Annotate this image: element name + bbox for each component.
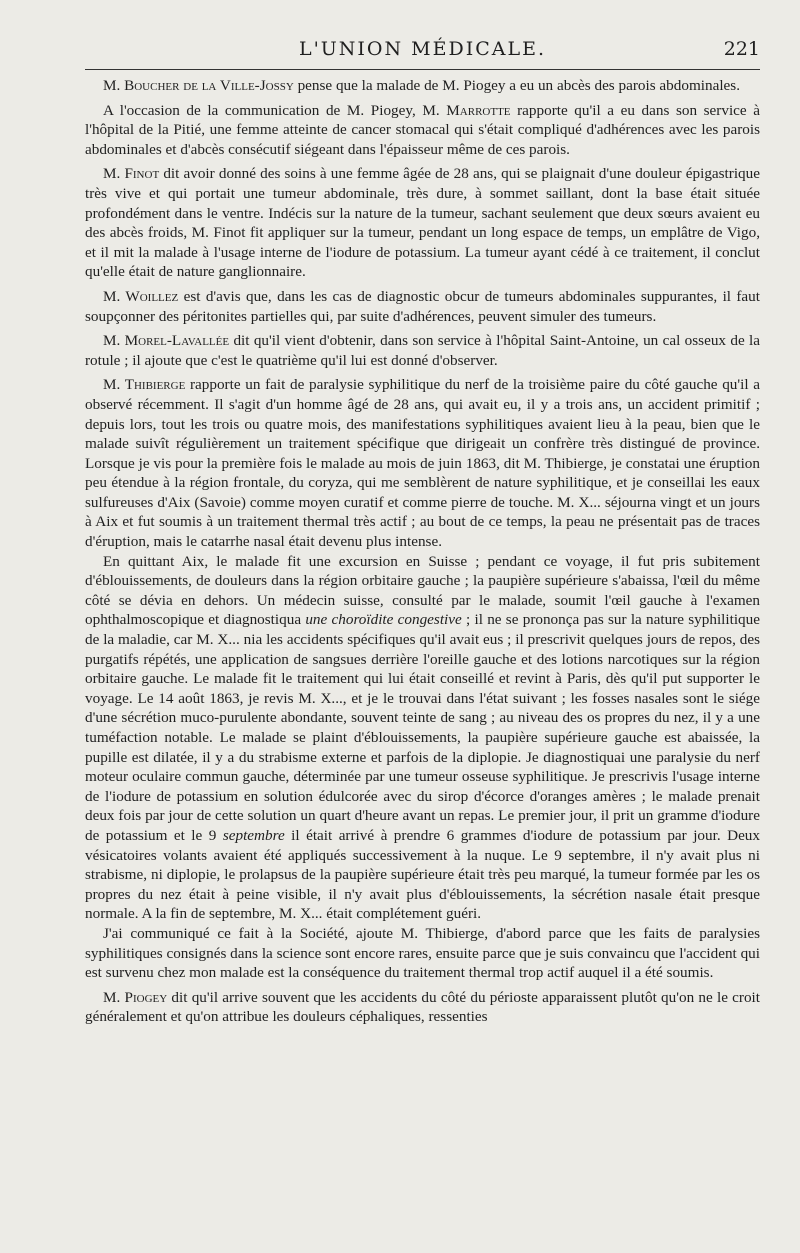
speaker-name: M. Piogey — [103, 988, 168, 1006]
speaker-name: M. Woillez — [103, 287, 179, 305]
paragraph-finot — [85, 164, 760, 282]
speaker-name: M. Thibierge — [103, 376, 186, 394]
paragraph-boucher — [85, 76, 760, 96]
speaker-name: M. Finot — [103, 165, 160, 183]
paragraph-aix — [85, 552, 760, 924]
paragraph-marrotte — [85, 101, 760, 160]
paragraph-text: il était arrivé à prendre 6 grammes d'iodure de potassium par jour. Deux vésicatoires volants avaient été appliqués successivement à la nuque. Le 9 septembre, il n'y avait plus ni strabisme, ni diplopie, le prolapsus de la paupière supérieure était très peu marqué, la tumeur formée par les os propres du nez était à peine visible, il n'y avait plus d'éblouissements, la sécrétion nasale était presque normale. A la fin de septembre, M. X... était complétement guéri. — [85, 826, 760, 923]
paragraph-text: J'ai communiqué ce fait à la Société, ajoute M. Thibierge, d'abord parce que les faits de paralysies syphilitiques consignés dans la science sont encore rares, ensuite parce que je suis convaincu que l'accident qui est survenu chez mon malade est la conséquence du traitement thermal trop actif auquel il a été soumis. — [85, 924, 760, 982]
paragraph-thibierge — [85, 375, 760, 551]
speaker-name: M. Morel-Lavallée — [103, 332, 230, 350]
paragraph-text: est d'avis que, dans les cas de diagnostic obcur de tumeurs abdominales suppurantes, il faut soupçonner des péritonites partielles qui, par suite d'adhérences, peuvent simuler des tumeurs. — [85, 287, 760, 325]
paragraph-woillez — [85, 287, 760, 326]
paragraph-text: pense que la malade de M. Piogey a eu un abcès des parois abdominales. — [293, 77, 740, 94]
page-header — [85, 30, 760, 70]
paragraph-text: dit qu'il vient d'obtenir, dans son service à l'hôpital Saint-Antoine, un cal osseux de la rotule ; il ajoute que c'est le quatrième qu'il lui est donné d'observer. — [85, 332, 761, 369]
paragraph-communique — [85, 924, 760, 983]
running-title: L'UNION MÉDICALE. — [298, 38, 547, 60]
page-number: 221 — [723, 38, 760, 60]
paragraph-text: En quittant Aix, le malade fit une excursion en Suisse ; pendant ce voyage, il fut pris subitement d'éblouissements, de douleurs dans la région orbitaire gauche ; la paupière supérieure s'abaissa, l'œil du même côté se dévia en dehors. Un médecin suisse, consulté par le malade, soumit l'œil gauche à l'examen ophthalmoscopique et diagnostiqua — [85, 552, 760, 629]
paragraph-text: rapporte qu'il a eu dans son service à l'hôpital de la Pitié, une femme atteinte de cancer stomacal qui s'était compliqué d'adhérences avec les parois abdominales et d'abcès consécutif siégeant dans l'épaisseur même de ces parois. — [85, 101, 760, 158]
paragraph-text: dit avoir donné des soins à une femme âgée de 28 ans, qui se plaignait d'une douleur épigastrique très vive et qui portait une tumeur abdominale, très dure, à sommet saillant, dont la base était située profondément dans le ventre. Indécis sur la nature de la tumeur, sachant seulement que deux sœurs avaient eu des abcès froids, M. Finot fit appliquer sur la tumeur, pendant un long espace de temps, un emplâtre de Vigo, et il mit la malade à l'usage interne de l'iodure de potassium. La tumeur ayant cédé à ce traitement, il conclut qu'elle était de nature ganglionnaire. — [85, 165, 760, 281]
paragraph-morel-lavallee — [85, 331, 760, 370]
header-rule — [85, 69, 760, 70]
paragraph-text: ; il ne se prononça pas sur la nature syphilitique de la maladie, car M. X... nia les accidents spécifiques qu'il avait eus ; il prescrivit quelques jours de repos, des purgatifs répétés, une application de sangsues derrière l'oreille gauche et des lotions narcotiques sur la région orbitaire gauche. Le malade fit le traitement qui lui était conseillé et revint à Paris, dès qu'il put supporter le voyage. Le 14 août 1863, je revis M. X..., et je le trouvai dans l'état suivant ; les fosses nasales sont le siége d'une sécrétion muco-purulente abondante, souvent teinte de sang ; au niveau des os propres du nez, il y a une tuméfaction notable. Le malade se plaint d'éblouissements, la paupière supérieure gauche est abaissée, la pupille est dilatée, il y a du strabisme externe et parfois de la diplopie. Je diagnostiquai une paralysie du nerf moteur oculaire commun gauche, déterminée par une tumeur osseuse syphilitique. Je prescrivis l'usage interne de l'iodure de potassium en solution édulcorée avec du sirop d'écorce d'oranges amères ; le malade prenait deux fois par jour de cette solution un quart d'heure avant un repas. Le premier jour, il prit un gramme d'iodure de potassium et le 9 — [85, 611, 760, 844]
article-body — [85, 76, 760, 1032]
paragraph-text: dit qu'il arrive souvent que les accidents du côté du périoste apparaissent plutôt qu'on ne le croit généralement et qu'on attribue les douleurs céphaliques, ressenties — [85, 988, 760, 1026]
paragraph-piogey — [85, 988, 760, 1027]
paragraph-text: rapporte un fait de paralysie syphilitique du nerf de la troisième paire du côté gauche qu'il a observé récemment. Il s'agit d'un homme âgé de 28 ans, qui avait eu, il y a trois ans, un accident primitif ; depuis lors, tout les trois ou quatre mois, des manifestations syphilitiques avaient lieu à la peau, bien que le malade suivît régulièrement un traitement spécifique que dirigeait un confrère très distingué de province. Lorsque je vis pour la première fois le malade au mois de juin 1863, dit M. Thibierge, je constatai une éruption peu étendue à la région frontale, du coryza, qui me semblèrent de nature syphilitique, et je conseillai les eaux sulfureuses d'Aix (Savoie) comme moyen curatif et comme pierre de touche. M. X... séjourna vingt et un jours à Aix et fut soumis à un traitement thermal très actif ; au bout de ce temps, la peau ne présentait pas de traces d'éruption, mais le catarrhe nasal était devenu plus intense. — [85, 376, 760, 551]
italic-term: septembre — [222, 826, 285, 844]
italic-term: une choroïdite congestive — [305, 611, 462, 629]
speaker-name: Marrotte — [446, 101, 511, 119]
speaker-name: M. Boucher de la Ville-Jossy — [103, 77, 294, 94]
paragraph-text: A l'occasion de la communication de M. Piogey, M. — [103, 101, 447, 119]
